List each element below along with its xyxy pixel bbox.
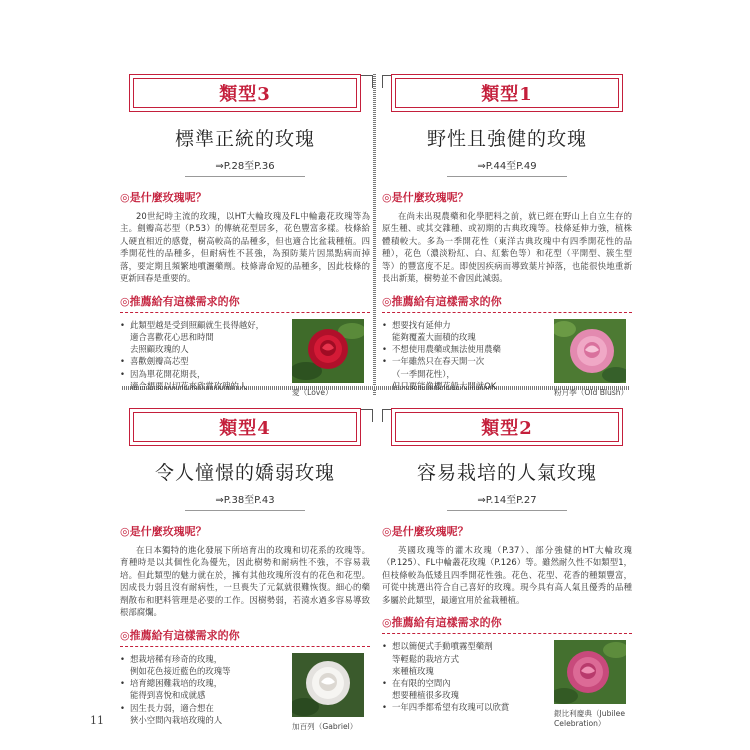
type-heading-box — [391, 74, 623, 112]
list-item: • 因生長力弱，適合想在 狹小空間內栽培玫瑰的人 — [120, 702, 292, 726]
section-title: 容易栽培的人氣玫瑰 — [416, 462, 597, 484]
type-heading-box — [391, 408, 623, 446]
rose-photo-jubilee-celebration — [554, 640, 626, 704]
type-label: 類型1 — [481, 84, 533, 105]
page-reference: ⇒P.28至P.36 — [185, 157, 305, 177]
photo-caption: 銀比利慶典（Jubilee Celebration） — [554, 709, 625, 729]
recommend-heading: ◎推薦給有這樣需求的你 — [382, 293, 632, 313]
rose-photo-love — [292, 319, 364, 383]
section-title: 標準正統的玫瑰 — [174, 128, 315, 150]
recommend-list — [382, 319, 554, 398]
type-heading-box — [129, 74, 361, 112]
recommend-heading: ◎推薦給有這樣需求的你 — [382, 614, 632, 634]
list-item: • 想栽培稀有珍奇的玫瑰， 例如花色接近藍色的玫瑰等 — [120, 653, 292, 677]
what-is-it-heading: ◎是什麼玫瑰呢？ — [120, 191, 207, 204]
recommend-heading: ◎推薦給有這樣需求的你 — [120, 293, 370, 313]
type-heading-box — [129, 408, 361, 446]
section-type1 — [382, 74, 632, 398]
type-label: 類型4 — [219, 418, 271, 439]
rose-photo-gabriel — [292, 653, 364, 717]
section-title: 野性且強健的玫瑰 — [426, 128, 587, 150]
list-item: • 因為單花開花期長， 適合想要以切花來欣賞玫瑰的人 — [120, 368, 292, 392]
what-is-it-heading: ◎是什麼玫瑰呢？ — [120, 525, 207, 538]
list-item: • 在有限的空間內 想要種植很多玫瑰 — [382, 677, 554, 701]
vertical-divider — [373, 74, 376, 396]
section-type4 — [120, 408, 370, 732]
photo-caption: 粉月季（Old Blush） — [554, 387, 629, 397]
section-description: 在日本獨特的進化發展下所培育出的玫瑰和切花系的玫瑰等。育種時是以其個性化為優先，因此樹勢和耐病性不強，不容易栽培。但此類型的魅力就在於，擁有其他玫瑰所沒有的花色和花型。因成長力弱且沒有耐病性，一旦喪失了元氣就很難恢復。細心的藥劑散布和肥料管理是必要的工作。因樹勢弱，若澆水過多容易導致根部腐爛。 — [120, 545, 370, 618]
section-type3 — [120, 74, 370, 398]
section-description: 在尚未出現農藥和化學肥料之前，就已經在野山上自立生存的原生種、或其交雜種、或初期的古典玫瑰等。枝條延伸力強，植株體積較大。多為一季開花性（東洋古典玫瑰中有四季開花性的品種），花色（濃淡粉紅、白、紅紫色等）和花型（平開型、簇生型等）的豐富度不足。即使因疾病而導致葉片掉落，也能很快地重新長出新葉，樹勢並不會因此減弱。 — [382, 211, 632, 284]
list-item: • 想以簡便式手動噴霧型藥劑 等輕鬆的栽培方式 來種植玫瑰 — [382, 640, 554, 677]
recommend-list — [120, 319, 292, 398]
recommend-list — [382, 640, 554, 729]
page-reference: ⇒P.38至P.43 — [185, 491, 305, 511]
what-is-it-heading: ◎是什麼玫瑰呢？ — [382, 525, 469, 538]
photo-caption: 加百列（Gabriel） — [292, 721, 358, 731]
list-item: • 一年雖然只在春天開一次 （一季開花性）， 但只要能像櫻花般大開就OK — [382, 355, 554, 392]
list-item: • 喜歡劍瓣高芯型 — [120, 355, 292, 367]
section-title: 令人憧憬的嬌弱玫瑰 — [154, 462, 335, 484]
type-label: 類型3 — [219, 84, 271, 105]
type-label: 類型2 — [481, 418, 533, 439]
page-number: 11 — [90, 714, 104, 727]
recommend-list — [120, 653, 292, 732]
page-reference: ⇒P.14至P.27 — [447, 491, 567, 511]
page-reference: ⇒P.44至P.49 — [447, 157, 567, 177]
section-description: 英國玫瑰等的灌木玫瑰（P.37）、部分強健的HT大輪玫瑰（P.125）、FL中輪叢花玫瑰（P.126）等。雖然耐久性不如類型1，但枝條較為低矮且四季開花性強。花色、花型、花香的種類豐富，可從中挑選出符合自己喜好的玫瑰。現今具有高人氣且優秀的品種多屬於此類型，最適宜用於盆栽種植。 — [382, 545, 632, 605]
section-description: 20世紀時主流的玫瑰，以HT大輪玫瑰及FL中輪叢花玫瑰等為主。劍瓣高芯型（P.53）的傳統花型居多，花色豐富多樣。枝條給人硬直相近的感覺，樹高較高的品種多，但也適合比盆栽種植。四季開花性的品種多，但耐病性不甚強，為預防葉片因黑點病而掉落，要定期且頻繁地噴灑藥劑。枝條壽命短的品種多，因此枝條的更新回春是重要的。 — [120, 211, 370, 284]
list-item: • 不想使用農藥或無法使用農藥 — [382, 343, 554, 355]
recommend-heading: ◎推薦給有這樣需求的你 — [120, 627, 370, 647]
rose-photo-old-blush — [554, 319, 626, 383]
photo-caption: 愛（Love） — [292, 387, 333, 397]
list-item: • 此類型越是受到照顧就生長得越好， 適合喜歡花心思和時間 去照顧玫瑰的人 — [120, 319, 292, 356]
section-type2 — [382, 408, 632, 729]
what-is-it-heading: ◎是什麼玫瑰呢？ — [382, 191, 469, 204]
list-item: • 一年四季都希望有玫瑰可以欣賞 — [382, 701, 554, 713]
list-item: • 培育總困難栽培的玫瑰， 能得到喜悅和成就感 — [120, 677, 292, 701]
list-item: • 想要找有延伸力 能夠覆蓋大面積的玫瑰 — [382, 319, 554, 343]
